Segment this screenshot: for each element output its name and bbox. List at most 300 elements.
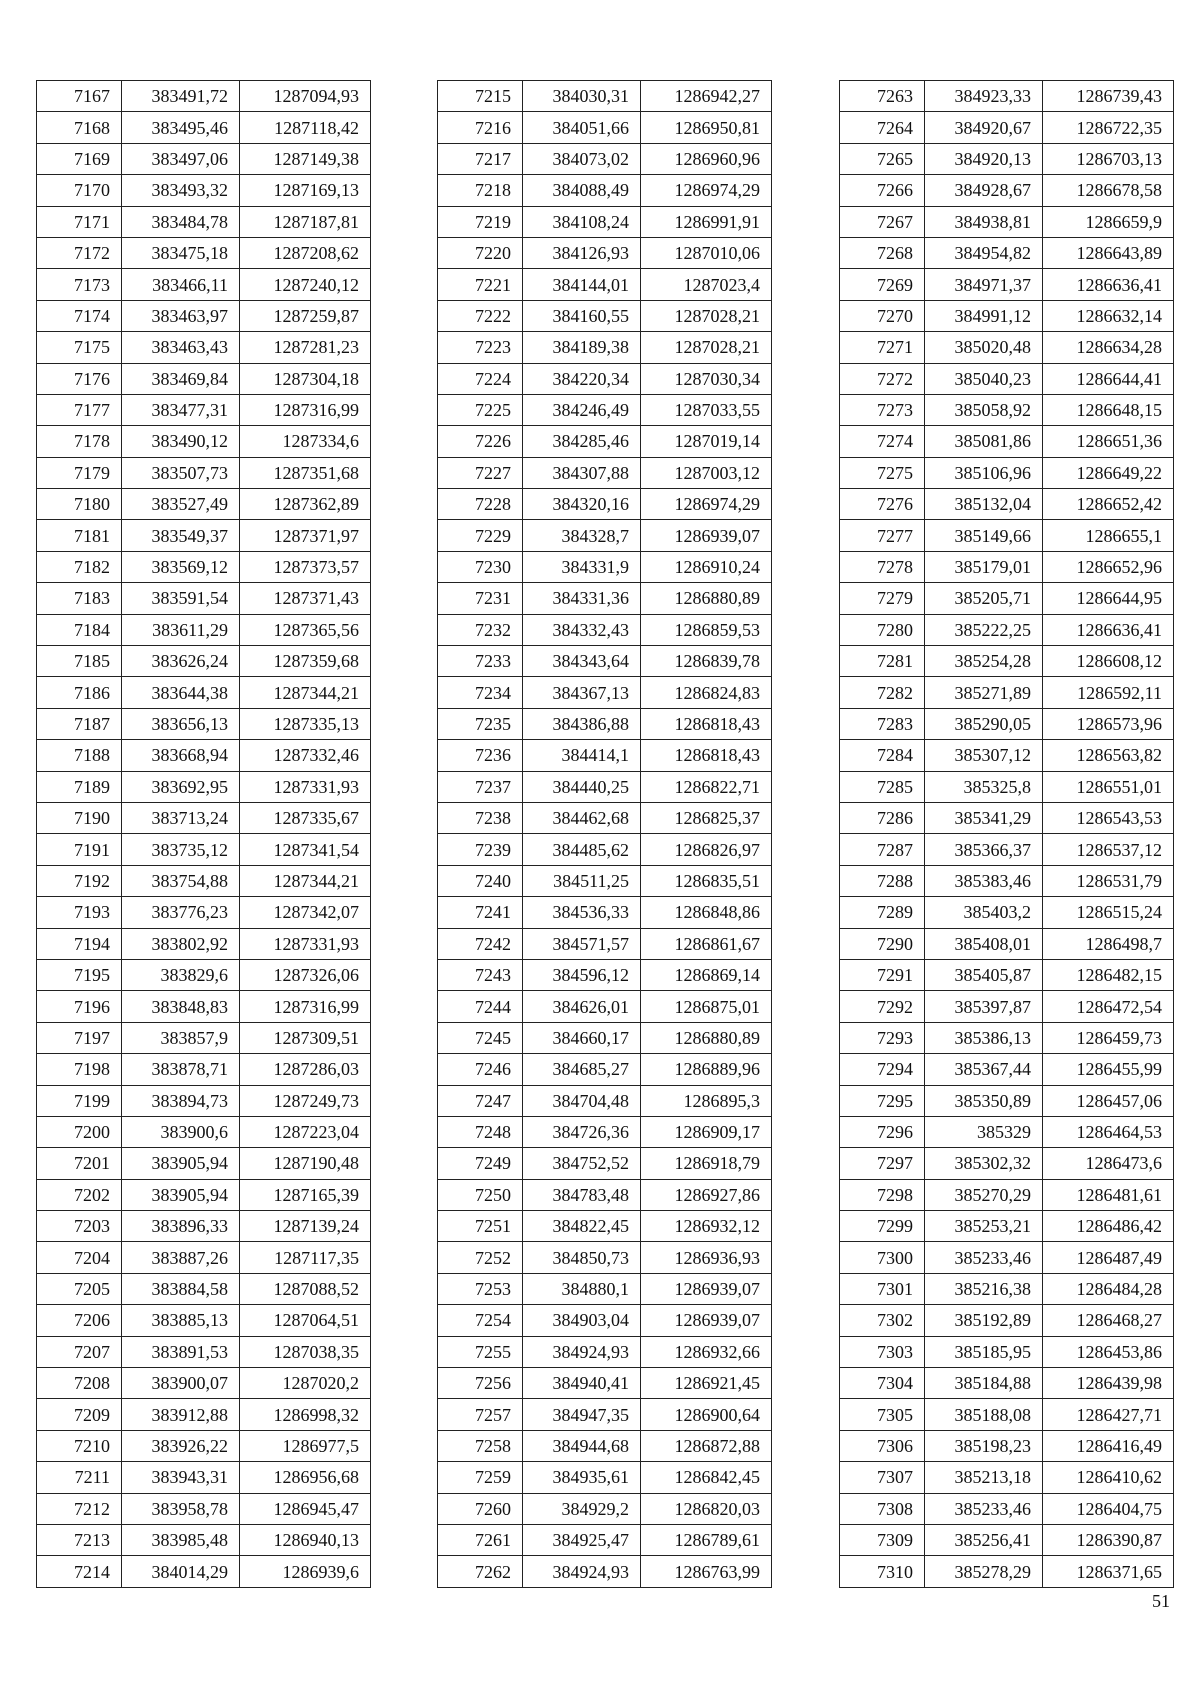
x-coordinate-cell: 383896,33 [122, 1211, 240, 1242]
point-number-cell: 7275 [840, 457, 925, 488]
x-coordinate-cell: 385179,01 [925, 551, 1043, 582]
table-row [840, 1054, 1174, 1085]
y-coordinate-cell: 1286481,61 [1043, 1179, 1174, 1210]
y-coordinate-cell: 1286416,49 [1043, 1430, 1174, 1461]
table-row [438, 237, 772, 268]
table-row [840, 1524, 1174, 1555]
x-coordinate-cell: 384924,93 [523, 1556, 641, 1587]
y-coordinate-cell: 1287362,89 [240, 489, 371, 520]
y-coordinate-cell: 1286936,93 [641, 1242, 772, 1273]
y-coordinate-cell: 1287030,34 [641, 363, 772, 394]
table-row [840, 1556, 1174, 1587]
y-coordinate-cell: 1287208,62 [240, 237, 371, 268]
y-coordinate-cell: 1286703,13 [1043, 143, 1174, 174]
table-row [37, 1524, 371, 1555]
y-coordinate-cell: 1287286,03 [240, 1054, 371, 1085]
x-coordinate-cell: 385040,23 [925, 363, 1043, 394]
point-number-cell: 7257 [438, 1399, 523, 1430]
table-row [37, 112, 371, 143]
x-coordinate-cell: 385307,12 [925, 740, 1043, 771]
y-coordinate-cell: 1286636,41 [1043, 614, 1174, 645]
x-coordinate-cell: 385403,2 [925, 897, 1043, 928]
y-coordinate-cell: 1287019,14 [641, 426, 772, 457]
y-coordinate-cell: 1287316,99 [240, 991, 371, 1022]
table-row [438, 300, 772, 331]
y-coordinate-cell: 1287309,51 [240, 1022, 371, 1053]
table-row [438, 551, 772, 582]
table-row [37, 1179, 371, 1210]
y-coordinate-cell: 1286872,88 [641, 1430, 772, 1461]
point-number-cell: 7279 [840, 583, 925, 614]
y-coordinate-cell: 1286498,7 [1043, 928, 1174, 959]
y-coordinate-cell: 1286927,86 [641, 1179, 772, 1210]
y-coordinate-cell: 1286551,01 [1043, 771, 1174, 802]
y-coordinate-cell: 1287028,21 [641, 300, 772, 331]
y-coordinate-cell: 1287240,12 [240, 269, 371, 300]
y-coordinate-cell: 1286998,32 [240, 1399, 371, 1430]
x-coordinate-cell: 383735,12 [122, 834, 240, 865]
point-number-cell: 7250 [438, 1179, 523, 1210]
table-row [438, 740, 772, 771]
point-number-cell: 7286 [840, 802, 925, 833]
coordinates-table-body [840, 81, 1174, 1588]
point-number-cell: 7177 [37, 394, 122, 425]
y-coordinate-cell: 1286543,53 [1043, 802, 1174, 833]
table-row [37, 708, 371, 739]
point-number-cell: 7263 [840, 81, 925, 112]
y-coordinate-cell: 1287117,35 [240, 1242, 371, 1273]
table-row [840, 300, 1174, 331]
x-coordinate-cell: 384903,04 [523, 1305, 641, 1336]
x-coordinate-cell: 384596,12 [523, 959, 641, 990]
y-coordinate-cell: 1286649,22 [1043, 457, 1174, 488]
point-number-cell: 7248 [438, 1116, 523, 1147]
x-coordinate-cell: 384073,02 [523, 143, 641, 174]
table-row [438, 834, 772, 865]
table-row [438, 175, 772, 206]
point-number-cell: 7208 [37, 1368, 122, 1399]
y-coordinate-cell: 1287064,51 [240, 1305, 371, 1336]
table-row [37, 1022, 371, 1053]
x-coordinate-cell: 385270,29 [925, 1179, 1043, 1210]
table-row [438, 489, 772, 520]
y-coordinate-cell: 1286825,37 [641, 802, 772, 833]
x-coordinate-cell: 383848,83 [122, 991, 240, 1022]
table-row [840, 237, 1174, 268]
y-coordinate-cell: 1286651,36 [1043, 426, 1174, 457]
y-coordinate-cell: 1287326,06 [240, 959, 371, 990]
y-coordinate-cell: 1286842,45 [641, 1462, 772, 1493]
point-number-cell: 7249 [438, 1148, 523, 1179]
table-row [438, 583, 772, 614]
table-row [840, 332, 1174, 363]
point-number-cell: 7285 [840, 771, 925, 802]
y-coordinate-cell: 1286826,97 [641, 834, 772, 865]
point-number-cell: 7176 [37, 363, 122, 394]
y-coordinate-cell: 1286537,12 [1043, 834, 1174, 865]
y-coordinate-cell: 1286453,86 [1043, 1336, 1174, 1367]
point-number-cell: 7244 [438, 991, 523, 1022]
point-number-cell: 7199 [37, 1085, 122, 1116]
y-coordinate-cell: 1287003,12 [641, 457, 772, 488]
table-row [438, 426, 772, 457]
x-coordinate-cell: 385184,88 [925, 1368, 1043, 1399]
x-coordinate-cell: 383776,23 [122, 897, 240, 928]
table-row [438, 991, 772, 1022]
table-row [840, 1336, 1174, 1367]
table-row [840, 112, 1174, 143]
table-row [438, 394, 772, 425]
point-number-cell: 7241 [438, 897, 523, 928]
table-row [37, 1148, 371, 1179]
point-number-cell: 7179 [37, 457, 122, 488]
table-row [438, 1524, 772, 1555]
x-coordinate-cell: 384320,16 [523, 489, 641, 520]
y-coordinate-cell: 1286918,79 [641, 1148, 772, 1179]
point-number-cell: 7296 [840, 1116, 925, 1147]
point-number-cell: 7284 [840, 740, 925, 771]
x-coordinate-cell: 383491,72 [122, 81, 240, 112]
y-coordinate-cell: 1286900,64 [641, 1399, 772, 1430]
point-number-cell: 7171 [37, 206, 122, 237]
y-coordinate-cell: 1286484,28 [1043, 1273, 1174, 1304]
x-coordinate-cell: 383591,54 [122, 583, 240, 614]
table-row [438, 1242, 772, 1273]
x-coordinate-cell: 385106,96 [925, 457, 1043, 488]
table-row [840, 81, 1174, 112]
table-row [438, 1556, 772, 1587]
point-number-cell: 7209 [37, 1399, 122, 1430]
y-coordinate-cell: 1286950,81 [641, 112, 772, 143]
point-number-cell: 7253 [438, 1273, 523, 1304]
table-row [840, 740, 1174, 771]
point-number-cell: 7262 [438, 1556, 523, 1587]
table-row [438, 1116, 772, 1147]
x-coordinate-cell: 384386,88 [523, 708, 641, 739]
point-number-cell: 7272 [840, 363, 925, 394]
point-number-cell: 7267 [840, 206, 925, 237]
table-row [840, 1085, 1174, 1116]
x-coordinate-cell: 385213,18 [925, 1462, 1043, 1493]
point-number-cell: 7188 [37, 740, 122, 771]
table-row [438, 1054, 772, 1085]
y-coordinate-cell: 1287023,4 [641, 269, 772, 300]
point-number-cell: 7226 [438, 426, 523, 457]
point-number-cell: 7221 [438, 269, 523, 300]
x-coordinate-cell: 385081,86 [925, 426, 1043, 457]
table-row [438, 1085, 772, 1116]
y-coordinate-cell: 1286940,13 [240, 1524, 371, 1555]
x-coordinate-cell: 384929,2 [523, 1493, 641, 1524]
y-coordinate-cell: 1286632,14 [1043, 300, 1174, 331]
point-number-cell: 7202 [37, 1179, 122, 1210]
y-coordinate-cell: 1287010,06 [641, 237, 772, 268]
y-coordinate-cell: 1286932,66 [641, 1336, 772, 1367]
x-coordinate-cell: 383891,53 [122, 1336, 240, 1367]
y-coordinate-cell: 1287088,52 [240, 1273, 371, 1304]
x-coordinate-cell: 383829,6 [122, 959, 240, 990]
x-coordinate-cell: 383692,95 [122, 771, 240, 802]
table-row [840, 677, 1174, 708]
coordinates-table-3 [839, 80, 1174, 1588]
point-number-cell: 7180 [37, 489, 122, 520]
table-row [37, 520, 371, 551]
coordinates-table-body [438, 81, 772, 1588]
table-row [37, 363, 371, 394]
y-coordinate-cell: 1286573,96 [1043, 708, 1174, 739]
table-row [438, 1336, 772, 1367]
x-coordinate-cell: 383878,71 [122, 1054, 240, 1085]
x-coordinate-cell: 385367,44 [925, 1054, 1043, 1085]
y-coordinate-cell: 1287169,13 [240, 175, 371, 206]
x-coordinate-cell: 383611,29 [122, 614, 240, 645]
table-row [37, 1556, 371, 1587]
y-coordinate-cell: 1286563,82 [1043, 740, 1174, 771]
x-coordinate-cell: 384920,13 [925, 143, 1043, 174]
point-number-cell: 7229 [438, 520, 523, 551]
x-coordinate-cell: 385205,71 [925, 583, 1043, 614]
point-number-cell: 7197 [37, 1022, 122, 1053]
x-coordinate-cell: 383626,24 [122, 646, 240, 677]
point-number-cell: 7281 [840, 646, 925, 677]
point-number-cell: 7271 [840, 332, 925, 363]
table-row [840, 143, 1174, 174]
x-coordinate-cell: 385185,95 [925, 1336, 1043, 1367]
table-row [438, 802, 772, 833]
point-number-cell: 7225 [438, 394, 523, 425]
point-number-cell: 7247 [438, 1085, 523, 1116]
point-number-cell: 7218 [438, 175, 523, 206]
point-number-cell: 7224 [438, 363, 523, 394]
y-coordinate-cell: 1286678,58 [1043, 175, 1174, 206]
table-row [438, 1368, 772, 1399]
x-coordinate-cell: 383469,84 [122, 363, 240, 394]
table-row [840, 1368, 1174, 1399]
y-coordinate-cell: 1286956,68 [240, 1462, 371, 1493]
x-coordinate-cell: 384924,93 [523, 1336, 641, 1367]
y-coordinate-cell: 1286889,96 [641, 1054, 772, 1085]
x-coordinate-cell: 385058,92 [925, 394, 1043, 425]
y-coordinate-cell: 1287335,13 [240, 708, 371, 739]
table-row [438, 206, 772, 237]
point-number-cell: 7310 [840, 1556, 925, 1587]
x-coordinate-cell: 384850,73 [523, 1242, 641, 1273]
x-coordinate-cell: 384030,31 [523, 81, 641, 112]
y-coordinate-cell: 1287344,21 [240, 677, 371, 708]
table-row [840, 426, 1174, 457]
y-coordinate-cell: 1287165,39 [240, 1179, 371, 1210]
x-coordinate-cell: 384536,33 [523, 897, 641, 928]
x-coordinate-cell: 384328,7 [523, 520, 641, 551]
table-row [840, 1148, 1174, 1179]
table-row [438, 614, 772, 645]
point-number-cell: 7305 [840, 1399, 925, 1430]
y-coordinate-cell: 1287033,55 [641, 394, 772, 425]
point-number-cell: 7261 [438, 1524, 523, 1555]
y-coordinate-cell: 1286455,99 [1043, 1054, 1174, 1085]
y-coordinate-cell: 1287344,21 [240, 865, 371, 896]
x-coordinate-cell: 384944,68 [523, 1430, 641, 1461]
table-row [438, 897, 772, 928]
y-coordinate-cell: 1286991,91 [641, 206, 772, 237]
table-row [840, 457, 1174, 488]
table-row [37, 206, 371, 237]
point-number-cell: 7236 [438, 740, 523, 771]
point-number-cell: 7203 [37, 1211, 122, 1242]
y-coordinate-cell: 1286921,45 [641, 1368, 772, 1399]
point-number-cell: 7258 [438, 1430, 523, 1461]
x-coordinate-cell: 383802,92 [122, 928, 240, 959]
table-row [438, 646, 772, 677]
x-coordinate-cell: 384752,52 [523, 1148, 641, 1179]
x-coordinate-cell: 384991,12 [925, 300, 1043, 331]
y-coordinate-cell: 1287331,93 [240, 928, 371, 959]
table-row [438, 81, 772, 112]
table-row [840, 1430, 1174, 1461]
point-number-cell: 7307 [840, 1462, 925, 1493]
point-number-cell: 7222 [438, 300, 523, 331]
point-number-cell: 7302 [840, 1305, 925, 1336]
y-coordinate-cell: 1286643,89 [1043, 237, 1174, 268]
y-coordinate-cell: 1287332,46 [240, 740, 371, 771]
point-number-cell: 7211 [37, 1462, 122, 1493]
table-row [438, 708, 772, 739]
point-number-cell: 7174 [37, 300, 122, 331]
point-number-cell: 7216 [438, 112, 523, 143]
point-number-cell: 7276 [840, 489, 925, 520]
x-coordinate-cell: 384160,55 [523, 300, 641, 331]
x-coordinate-cell: 385341,29 [925, 802, 1043, 833]
point-number-cell: 7175 [37, 332, 122, 363]
y-coordinate-cell: 1286942,27 [641, 81, 772, 112]
y-coordinate-cell: 1287331,93 [240, 771, 371, 802]
point-number-cell: 7220 [438, 237, 523, 268]
table-row [37, 646, 371, 677]
table-row [438, 1179, 772, 1210]
point-number-cell: 7201 [37, 1148, 122, 1179]
x-coordinate-cell: 384331,9 [523, 551, 641, 582]
y-coordinate-cell: 1286608,12 [1043, 646, 1174, 677]
x-coordinate-cell: 384108,24 [523, 206, 641, 237]
table-row [438, 1399, 772, 1430]
y-coordinate-cell: 1286472,54 [1043, 991, 1174, 1022]
x-coordinate-cell: 384246,49 [523, 394, 641, 425]
y-coordinate-cell: 1286789,61 [641, 1524, 772, 1555]
point-number-cell: 7185 [37, 646, 122, 677]
point-number-cell: 7195 [37, 959, 122, 990]
point-number-cell: 7168 [37, 112, 122, 143]
y-coordinate-cell: 1286835,51 [641, 865, 772, 896]
table-row [37, 332, 371, 363]
point-number-cell: 7300 [840, 1242, 925, 1273]
y-coordinate-cell: 1286487,49 [1043, 1242, 1174, 1273]
point-number-cell: 7210 [37, 1430, 122, 1461]
table-row [840, 583, 1174, 614]
x-coordinate-cell: 384332,43 [523, 614, 641, 645]
point-number-cell: 7290 [840, 928, 925, 959]
y-coordinate-cell: 1286459,73 [1043, 1022, 1174, 1053]
y-coordinate-cell: 1286818,43 [641, 708, 772, 739]
y-coordinate-cell: 1287259,87 [240, 300, 371, 331]
point-number-cell: 7212 [37, 1493, 122, 1524]
point-number-cell: 7240 [438, 865, 523, 896]
table-row [840, 802, 1174, 833]
y-coordinate-cell: 1286824,83 [641, 677, 772, 708]
point-number-cell: 7309 [840, 1524, 925, 1555]
x-coordinate-cell: 385132,04 [925, 489, 1043, 520]
table-row [840, 1273, 1174, 1304]
y-coordinate-cell: 1287038,35 [240, 1336, 371, 1367]
x-coordinate-cell: 383644,38 [122, 677, 240, 708]
point-number-cell: 7280 [840, 614, 925, 645]
y-coordinate-cell: 1287334,6 [240, 426, 371, 457]
point-number-cell: 7223 [438, 332, 523, 363]
x-coordinate-cell: 383926,22 [122, 1430, 240, 1461]
point-number-cell: 7214 [37, 1556, 122, 1587]
table-row [840, 394, 1174, 425]
table-row [840, 928, 1174, 959]
point-number-cell: 7196 [37, 991, 122, 1022]
table-row [37, 928, 371, 959]
x-coordinate-cell: 384440,25 [523, 771, 641, 802]
table-row [438, 865, 772, 896]
table-row [840, 175, 1174, 206]
table-row [37, 1336, 371, 1367]
coordinates-table-2 [437, 80, 772, 1588]
x-coordinate-cell: 383985,48 [122, 1524, 240, 1555]
x-coordinate-cell: 384144,01 [523, 269, 641, 300]
point-number-cell: 7213 [37, 1524, 122, 1555]
table-row [438, 677, 772, 708]
x-coordinate-cell: 384511,25 [523, 865, 641, 896]
x-coordinate-cell: 384971,37 [925, 269, 1043, 300]
table-row [37, 1430, 371, 1461]
table-row [840, 708, 1174, 739]
point-number-cell: 7242 [438, 928, 523, 959]
table-row [37, 1116, 371, 1147]
point-number-cell: 7238 [438, 802, 523, 833]
point-number-cell: 7190 [37, 802, 122, 833]
x-coordinate-cell: 384220,34 [523, 363, 641, 394]
table-row [438, 959, 772, 990]
table-row [37, 1399, 371, 1430]
y-coordinate-cell: 1286473,6 [1043, 1148, 1174, 1179]
point-number-cell: 7239 [438, 834, 523, 865]
y-coordinate-cell: 1286464,53 [1043, 1116, 1174, 1147]
table-row [438, 1462, 772, 1493]
table-row [37, 394, 371, 425]
point-number-cell: 7270 [840, 300, 925, 331]
point-number-cell: 7235 [438, 708, 523, 739]
table-row [438, 1211, 772, 1242]
x-coordinate-cell: 383484,78 [122, 206, 240, 237]
point-number-cell: 7292 [840, 991, 925, 1022]
table-row [37, 489, 371, 520]
point-number-cell: 7182 [37, 551, 122, 582]
y-coordinate-cell: 1286880,89 [641, 583, 772, 614]
point-number-cell: 7200 [37, 1116, 122, 1147]
point-number-cell: 7260 [438, 1493, 523, 1524]
y-coordinate-cell: 1286655,1 [1043, 520, 1174, 551]
x-coordinate-cell: 383884,58 [122, 1273, 240, 1304]
point-number-cell: 7217 [438, 143, 523, 174]
point-number-cell: 7299 [840, 1211, 925, 1242]
point-number-cell: 7192 [37, 865, 122, 896]
table-row [37, 1054, 371, 1085]
x-coordinate-cell: 383668,94 [122, 740, 240, 771]
y-coordinate-cell: 1286652,96 [1043, 551, 1174, 582]
point-number-cell: 7264 [840, 112, 925, 143]
